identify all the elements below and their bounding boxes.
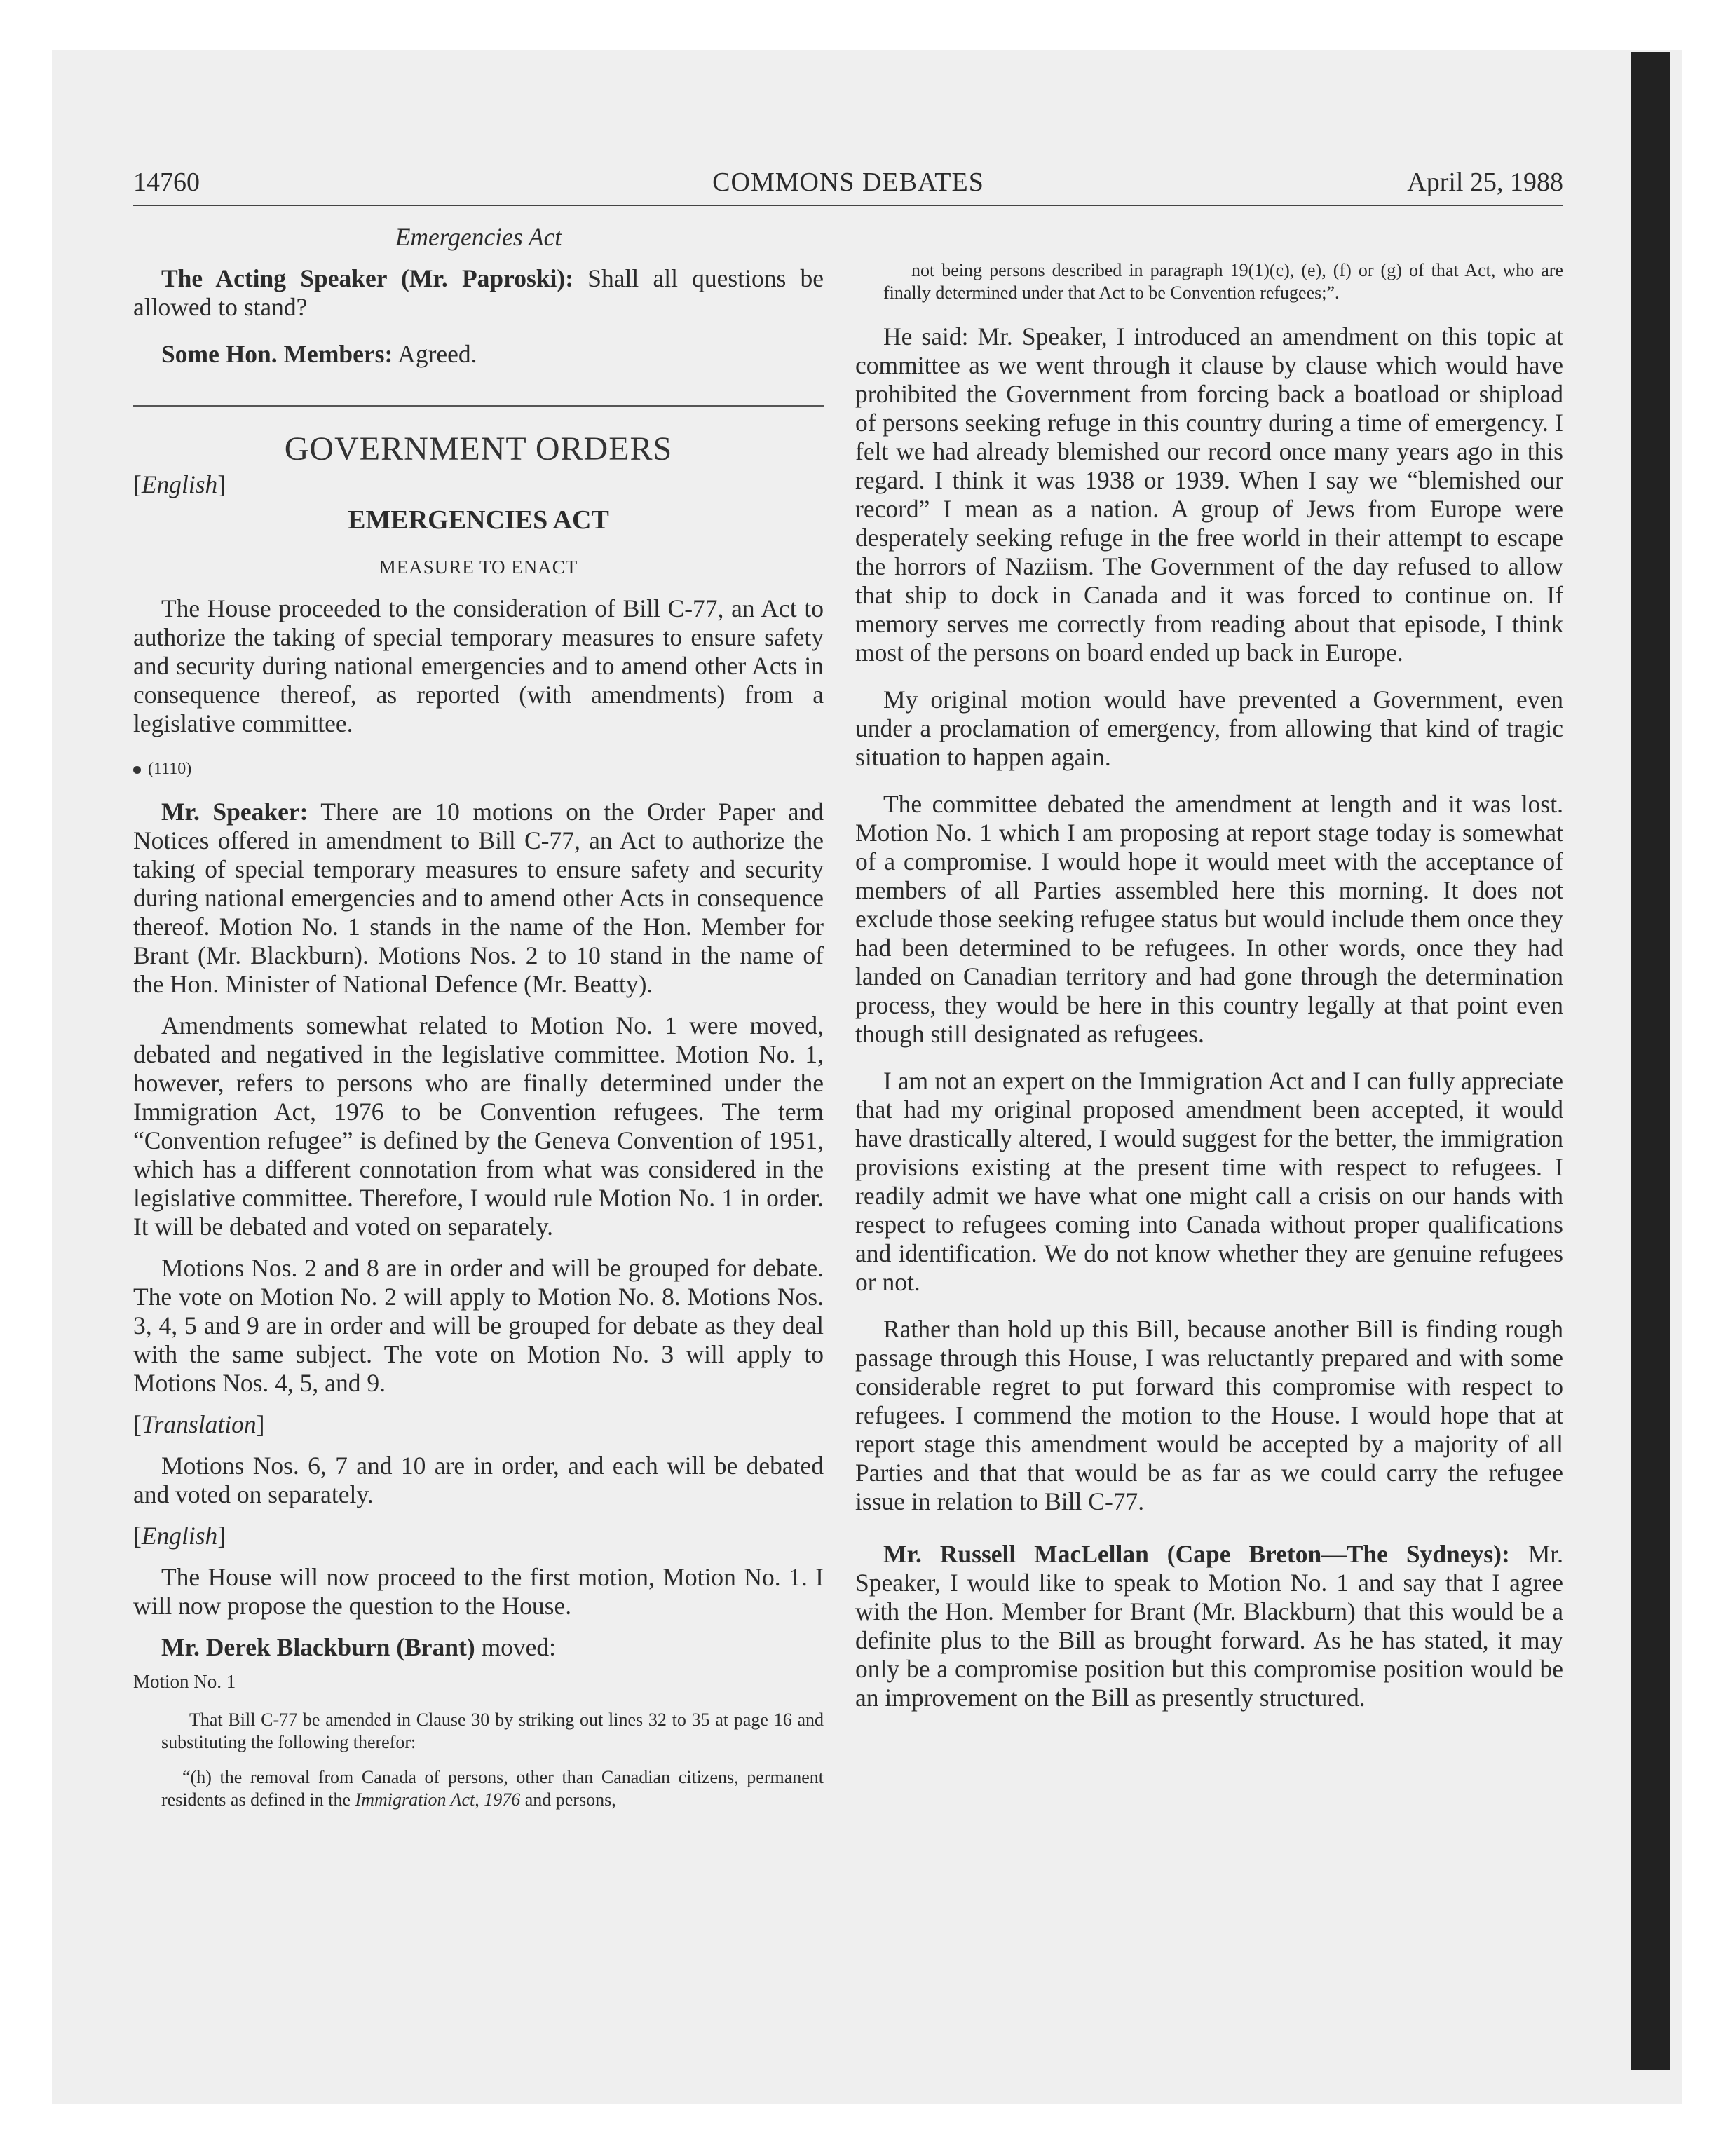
speaker-name: Mr. Derek Blackburn (Brant) [161, 1633, 475, 1661]
speaker-name: Mr. Russell MacLellan (Cape Breton—The Sydneys): [883, 1540, 1510, 1568]
measure-subtitle: MEASURE TO ENACT [379, 557, 578, 578]
speech-text: There are 10 motions on the Order Paper and Notices offered in amendment to Bill C-77, an Act to authorize the taking of special temporary measures to ensure safety and security during national emergencies and to amend other Acts in consequence thereof. Motion No. 1 stands in the name of the Hon. Member for Brant (Mr. Blackburn). Motions Nos. 2 to 10 stand in the name of the Hon. Minister of National Defence (Mr. Beatty). [133, 798, 824, 998]
paragraph [133, 340, 824, 369]
time-text: (1110) [148, 760, 192, 778]
time-marker [133, 755, 824, 784]
paragraph: Amendments somewhat related to Motion No. 1 were moved, debated and negatived in the legislative committee. Motion No. 1, however, refers to persons who are finally determined under the Immigration Act, 1976 to be Convention refugees. The term “Convention refugee” is defined by the Geneva Convention of 1951, which has a different connotation from what was considered in the legislative committee. Therefore, I would rule Motion No. 1 in order. It will be debated and voted on separately. [133, 1011, 824, 1241]
language-name: English [141, 470, 218, 498]
speech-text: moved: [475, 1633, 557, 1661]
language-name: English [141, 1522, 218, 1550]
publication-title: COMMONS DEBATES [712, 168, 984, 197]
speaker-name: Mr. Speaker: [161, 798, 308, 826]
left-column [133, 223, 824, 1811]
section-heading: GOVERNMENT ORDERS [284, 430, 673, 468]
speaker-name: Some Hon. Members: [161, 340, 393, 368]
header-rule [133, 205, 1563, 206]
speech-text: Agreed. [393, 340, 477, 368]
language-marker: [Translation] [133, 1410, 265, 1438]
paragraph: He said: Mr. Speaker, I introduced an amendment on this topic at committee as we went through it clause by clause which would have prohibited the Government from forcing back a boatload or shipload of persons seeking refuge in this country during a time of emergency. I felt we had already blemished our record once many years ago in this regard. I think it was 1938 or 1939. When I say we “blemished our record” I mean as a nation. A group of Jews from Europe were desperately seeking refuge in the free world in their attempt to escape the horrors of Naziism. The Government of the day refused to allow that ship to dock in Canada and it was forced to continue on. If memory serves me correctly from reading about that episode, I think most of the persons on board ended up back in Europe. [855, 322, 1563, 667]
motion-text: That Bill C-77 be amended in Clause 30 by striking out lines 32 to 35 at page 16 and substituting the following therefor: [161, 1710, 824, 1752]
quote-text: and persons, [520, 1789, 616, 1810]
act-title: EMERGENCIES ACT [348, 505, 609, 535]
paragraph: I am not an expert on the Immigration Act and I can fully appreciate that had my original proposed amendment been accepted, it would have drastically altered, I would suggest for the better, the immigration provisions existing at the present time with respect to refugees. I readily admit we have what one might call a crisis on our hands with respect to refugees coming into Canada without proper qualifications and identification. We do not know whether they are genuine refugees or not. [855, 1067, 1563, 1296]
motion-label: Motion No. 1 [133, 1671, 236, 1692]
bullet-icon [133, 766, 141, 774]
paragraph: My original motion would have prevented a Government, even under a proclamation of emergency, from allowing that kind of tragic situation to happen again. [855, 685, 1563, 771]
speech-text: Shall all questions be allowed to stand? [133, 264, 824, 321]
motion-quote [161, 1766, 824, 1811]
paragraph: The House proceeded to the consideration of Bill C-77, an Act to authorize the taking of special temporary measures to ensure safety and security during national emergencies and to amend other Acts in consequence thereof, as reported (with amendments) from a legislative committee. [133, 594, 824, 737]
paragraph: Rather than hold up this Bill, because another Bill is finding rough passage through this House, I was reluctantly prepared and with some considerable regret to put forward this compromise with respect to refugees. I commend the motion to the House. I would hope that at report stage this amendment would be accepted by a majority of all Parties and that that would be as far as we could carry the refugee issue in relation to Bill C-77. [855, 1315, 1563, 1515]
paragraph [855, 1540, 1563, 1712]
language-name: Translation [141, 1410, 257, 1438]
running-subject: Emergencies Act [395, 223, 562, 251]
motion-quote-continued: not being persons described in paragraph 19(1)(c), (e), (f) or (g) of that Act, who are finally determined under that Act to be Convention refugees;”. [883, 260, 1563, 303]
page-number: 14760 [133, 168, 200, 197]
page-header [133, 167, 1563, 202]
quote-text: “(h) the removal from Canada of persons, other than Canadian citizens, permanent residents as defined in the [161, 1767, 824, 1810]
paragraph [133, 1633, 824, 1662]
right-column [855, 223, 1563, 1712]
paragraph: The committee debated the amendment at length and it was lost. Motion No. 1 which I am proposing at report stage today is somewhat of a compromise. I would hope it would meet with the acceptance of members of all Parties assembled here this morning. It does not exclude those seeking refugee status but would include them once they had been determined to be refugees. In other words, once they had landed on Canadian territory and had gone through the determination process, they would be here in this country legally at that point even though still designated as refugees. [855, 790, 1563, 1048]
section-divider [133, 405, 824, 407]
paragraph: Motions Nos. 6, 7 and 10 are in order, and each will be debated and voted on separately. [133, 1452, 824, 1508]
language-marker: [English] [133, 470, 226, 498]
scan-edge-bar [1631, 52, 1670, 2070]
paragraph [133, 264, 824, 322]
page-date: April 25, 1988 [1407, 168, 1563, 197]
quote-act-name: Immigration Act, 1976 [355, 1789, 521, 1810]
speech-text: Mr. Speaker, I would like to speak to Motion No. 1 and say that I agree with the Hon. Member for Brant (Mr. Blackburn) that this would be a definite plus to the Bill as brought forward. As he has stated, it may only be a compromise position but this compromise position would be an improvement on the Bill as presently structured. [855, 1540, 1563, 1712]
paragraph: Motions Nos. 2 and 8 are in order and will be grouped for debate. The vote on Motion No. 2 will apply to Motion No. 8. Motions Nos. 3, 4, 5 and 9 are in order and will be grouped for debate as they deal with the same subject. The vote on Motion No. 3 will apply to Motions Nos. 4, 5, and 9. [133, 1254, 824, 1397]
paragraph [133, 798, 824, 999]
speaker-name: The Acting Speaker (Mr. Paproski): [161, 264, 574, 292]
paragraph: The House will now proceed to the first motion, Motion No. 1. I will now propose the question to the House. [133, 1563, 824, 1620]
language-marker: [English] [133, 1522, 226, 1550]
